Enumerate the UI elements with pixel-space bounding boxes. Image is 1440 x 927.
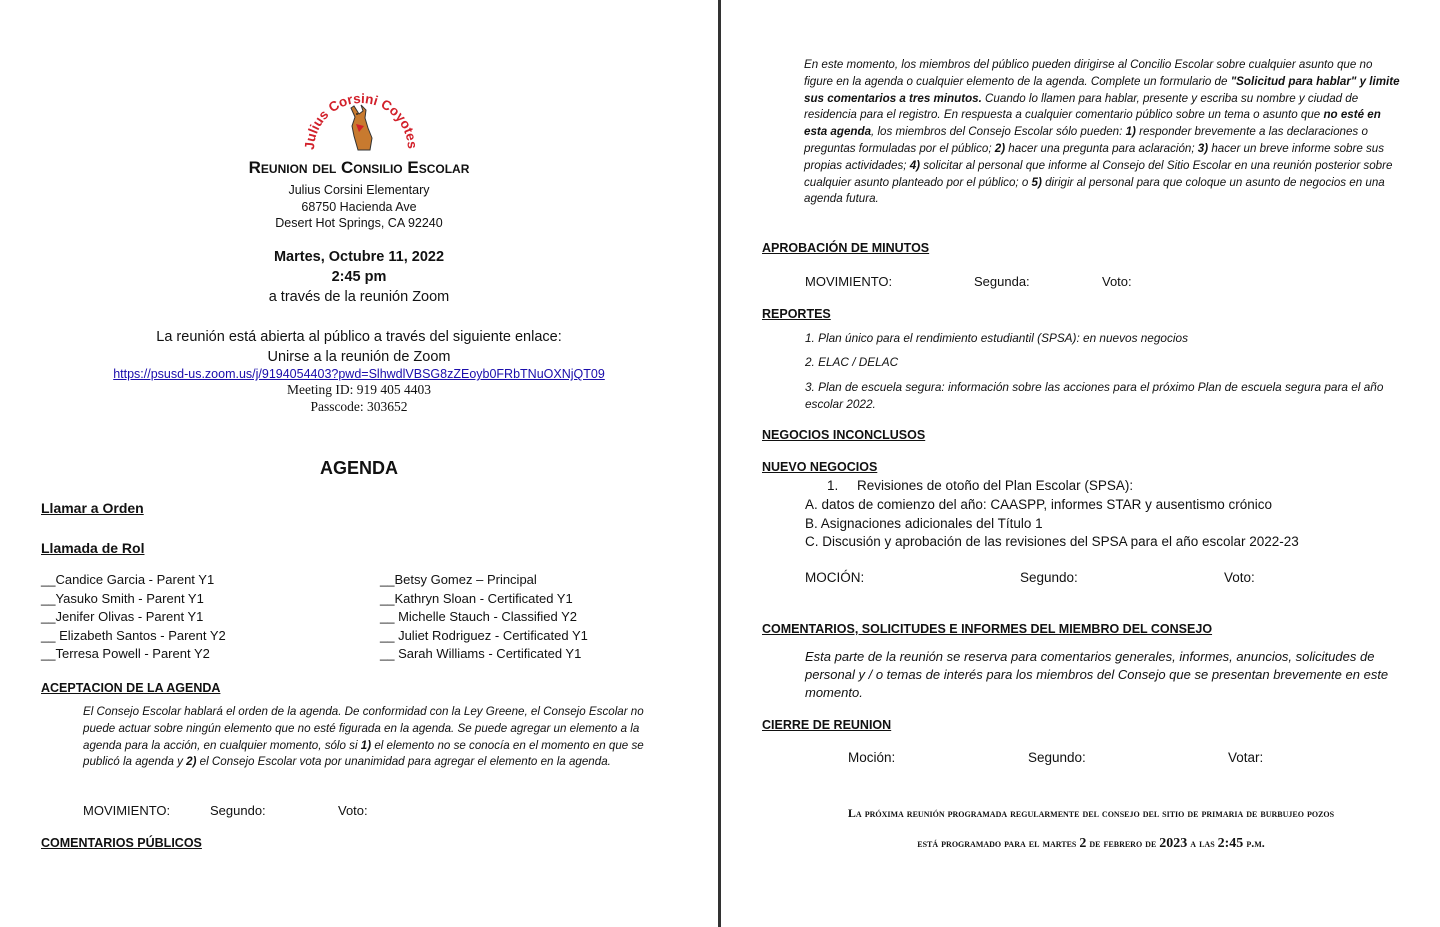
- open-public-text: La reunión está abierta al público a través del siguiente enlace:: [156, 329, 562, 345]
- roster-item: __Kathryn Sloan - Certificated Y1: [380, 590, 573, 606]
- acceptance-vote-vote: Voto:: [338, 803, 368, 818]
- minutes-vote-motion: MOVIMIENTO:: [805, 274, 893, 289]
- meeting-via: a través de la reunión Zoom: [268, 289, 450, 305]
- call-to-order-heading: Llamar a Orden: [41, 500, 144, 516]
- acceptance-heading: ACEPTACION DE LA AGENDA: [41, 681, 221, 695]
- logo-arc-text: Julius Corsini Coyotes: [301, 90, 421, 151]
- unfinished-business-heading: NEGOCIOS INCONCLUSOS: [762, 428, 926, 442]
- zoom-link-row: [0, 367, 718, 381]
- roster-item: __ Juliet Rodriguez - Certificated Y1: [380, 627, 588, 643]
- meeting-access: [0, 327, 718, 367]
- zoom-credentials: [0, 382, 718, 415]
- meeting-date: Martes, Octubre 11, 2022: [273, 249, 445, 265]
- closing-vote-second: Segundo:: [1028, 750, 1086, 765]
- zoom-link[interactable]: https://psusd-us.zoom.us/j/9194054403?pwd=SlhwdlVBSG8zZEoyb0FRbTNuOXNjQT09: [113, 367, 605, 381]
- new-vote-second: Segundo:: [1020, 570, 1078, 585]
- roster-item: __ Sarah Williams - Certificated Y1: [380, 646, 582, 662]
- page-divider: [718, 0, 721, 927]
- address-line-1: 68750 Hacienda Ave: [301, 199, 417, 214]
- roster-item: __Jenifer Olivas - Parent Y1: [41, 609, 204, 625]
- new-business-item: 1. Revisiones de otoño del Plan Escolar (SPSA):: [827, 478, 1134, 493]
- join-zoom-text: Unirse a la reunión de Zoom: [267, 349, 451, 365]
- reports-heading: REPORTES: [762, 307, 831, 321]
- roster-item: __Betsy Gomez – Principal: [380, 572, 537, 587]
- passcode: Passcode: 303652: [310, 398, 408, 414]
- agenda-title: AGENDA: [319, 458, 398, 478]
- school-address: [0, 182, 718, 232]
- acceptance-vote-motion: MOVIMIENTO:: [83, 803, 171, 818]
- roster-item: __ Michelle Stauch - Classified Y2: [380, 609, 578, 625]
- roster-left: [41, 571, 226, 664]
- closing-vote-vote: Votar:: [1228, 750, 1264, 765]
- roster-item: __ Elizabeth Santos - Parent Y2: [41, 627, 226, 643]
- roster-item: __Yasuko Smith - Parent Y1: [41, 590, 204, 606]
- next-meeting-line-2: está programado para el martes 2 de febrero de 2023 a las 2:45 p.m.: [917, 836, 1265, 851]
- closing-vote-motion: Moción:: [848, 750, 896, 765]
- member-comments-text: Esta parte de la reunión se reserva para comentarios generales, informes, anuncios, solicitudes de personal y / o temas de interés para los miembros del Consejo que se presentan brevemente en este momento.: [805, 649, 1389, 700]
- acceptance-vote-second: Segundo:: [210, 803, 266, 818]
- report-item: 1. Plan único para el rendimiento estudiantil (SPSA): en nuevos negocios: [805, 331, 1188, 345]
- minutes-vote-second: Segunda:: [974, 274, 1030, 289]
- member-comments-heading: COMENTARIOS, SOLICITUDES E INFORMES DEL MIEMBRO DEL CONSEJO: [762, 622, 1213, 636]
- new-business-subitem: A. datos de comienzo del año: CAASPP, informes STAR y ausentismo crónico: [805, 497, 1272, 512]
- right-page: [722, 0, 1440, 927]
- public-comments-text: En este momento, los miembros del público pueden dirigirse al Concilio Escolar sobre cualquier asunto que no figure en la agenda o cualquier elemento de la agenda. Complete un formulario de "Solicitud para hablar" y limite sus comentarios a tres minutos. Cuando lo llamen para hablar, presente y escriba su nombre y ciudad de residencia para el registro. En respuesta a cualquier comentario público sobre un tema o asunto que no esté en esta agenda, los miembros del Consejo Escolar sólo pueden: 1) responder brevemente a las declaraciones o preguntas formuladas por el público; 2) hacer una pregunta para aclaración; 3) hacer un breve informe sobre sus propias actividades; 4) solicitar al personal que informe al Consejo del Sitio Escolar en una reunión posterior sobre cualquier asunto planteado por el público; o 5) dirigir al personal para que coloque un asunto de negocios en una agenda futura.: [804, 58, 1400, 206]
- public-comments-heading: COMENTARIOS PÚBLICOS: [41, 836, 202, 850]
- meeting-time: 2:45 pm: [331, 269, 387, 285]
- left-page: [0, 0, 718, 927]
- acceptance-text: El Consejo Escolar hablará el orden de la agenda. De conformidad con la Ley Greene, el Consejo Escolar no puede actuar sobre ningún elemento que no esté figurada en la agenda. Se puede agregar un elemento a la agenda para la acción, en cualquier momento, sólo si 1) el elemento no se conocía en el momento en que se publicó la agenda y 2) el Consejo Escolar vota por unanimidad para agregar el elemento en la agenda.: [83, 705, 644, 769]
- new-vote-motion: MOCIÓN:: [805, 570, 865, 585]
- report-item: 2. ELAC / DELAC: [805, 355, 899, 369]
- closing-heading: CIERRE DE REUNION: [762, 718, 892, 732]
- new-vote-vote: Voto:: [1224, 570, 1255, 585]
- next-meeting-line-1: La próxima reunión programada regularmente del consejo del sitio de primaria de burbujeo pozos: [847, 806, 1335, 820]
- meeting-title: Reunion del Consilio Escolar: [248, 158, 470, 177]
- meeting-datetime: [0, 247, 718, 307]
- minutes-vote-vote: Voto:: [1102, 274, 1132, 289]
- new-business-subitem: B. Asignaciones adicionales del Título 1: [805, 515, 1043, 531]
- roster-item: __Candice Garcia - Parent Y1: [41, 572, 215, 587]
- roll-call-heading: Llamada de Rol: [41, 540, 145, 556]
- address-line-2: Desert Hot Springs, CA 92240: [275, 216, 443, 231]
- school-name: Julius Corsini Elementary: [288, 183, 430, 197]
- meeting-id: Meeting ID: 919 405 4403: [287, 382, 431, 397]
- school-logo: [296, 70, 426, 156]
- new-business-subitems: [805, 496, 1299, 552]
- roster-right: [380, 571, 588, 664]
- roster-item: __Terresa Powell - Parent Y2: [41, 646, 210, 662]
- minutes-heading: APROBACIÓN DE MINUTOS: [762, 241, 930, 255]
- new-business-heading: NUEVO NEGOCIOS: [762, 460, 878, 474]
- report-item: 3. Plan de escuela segura: información sobre las acciones para el próximo Plan de escuela segura para el año escolar 2022.: [805, 380, 1384, 411]
- new-business-subitem: C. Discusión y aprobación de las revisiones del SPSA para el año escolar 2022-23: [805, 534, 1299, 549]
- howling-coyote-icon: [351, 105, 372, 150]
